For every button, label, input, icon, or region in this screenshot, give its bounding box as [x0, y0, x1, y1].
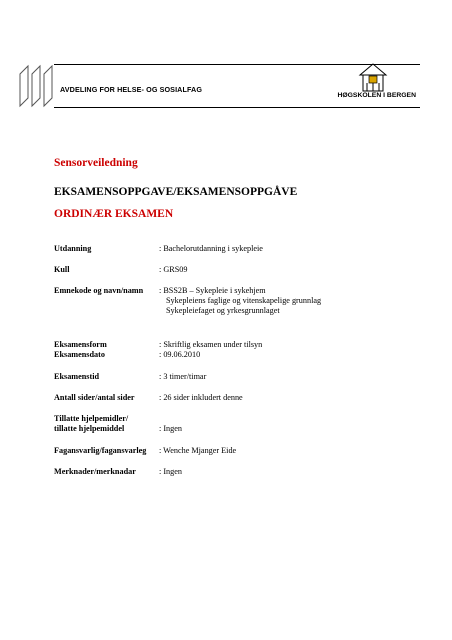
department-name: AVDELING FOR HELSE- OG SOSIALFAG	[60, 85, 203, 94]
field-value: : Ingen	[159, 467, 182, 476]
field-label: Antall sider/antal sider	[54, 393, 135, 402]
field-label: Kull	[54, 265, 70, 274]
field-label: Eksamensdato	[54, 350, 105, 359]
field-value: : Skriftlig eksamen under tilsyn	[159, 340, 263, 349]
school-building-logo	[358, 63, 388, 93]
field-value-line2: Sykepleiens faglige og vitenskapelige grunnlag	[166, 296, 322, 305]
field-label: Tillatte hjelpemidler/	[54, 414, 129, 423]
field-label: Merknader/merknadar	[54, 467, 136, 476]
field-label: Eksamenstid	[54, 372, 100, 381]
field-value: : Ingen	[159, 424, 182, 433]
field-label-group	[54, 414, 128, 434]
field-label: Fagansvarlig/fagansvarleg	[54, 446, 147, 455]
field-value: : 09.06.2010	[159, 350, 201, 359]
field-value: : BSS2B – Sykepleie i sykehjem	[159, 286, 266, 295]
field-value: : GRS09	[159, 265, 188, 274]
field-label: Utdanning	[54, 244, 92, 253]
exam-title: EKSAMENSOPPGAVE/EKSAMENSOPPGÅVE	[54, 186, 298, 198]
field-value: : 3 timer/timar	[159, 372, 207, 381]
field-value: : Wenche Mjanger Eide	[159, 446, 237, 455]
sensor-guide-heading: Sensorveiledning	[54, 157, 138, 169]
field-label-line2: tillatte hjelpemiddel	[54, 424, 125, 433]
field-value-group	[159, 286, 321, 316]
exam-subtitle: ORDINÆR EKSAMEN	[54, 208, 174, 220]
school-name: HØGSKOLEN I BERGEN	[337, 92, 416, 99]
field-value: : 26 sider inkludert denne	[159, 393, 243, 402]
field-value-line3: Sykepleiefaget og yrkesgrunnlaget	[166, 306, 280, 315]
field-value: : Bachelorutdanning i sykepleie	[159, 244, 263, 253]
field-label: Eksamensform	[54, 340, 107, 349]
field-label: Emnekode og navn/namn	[54, 286, 144, 295]
columns-mark-icon	[18, 62, 58, 108]
